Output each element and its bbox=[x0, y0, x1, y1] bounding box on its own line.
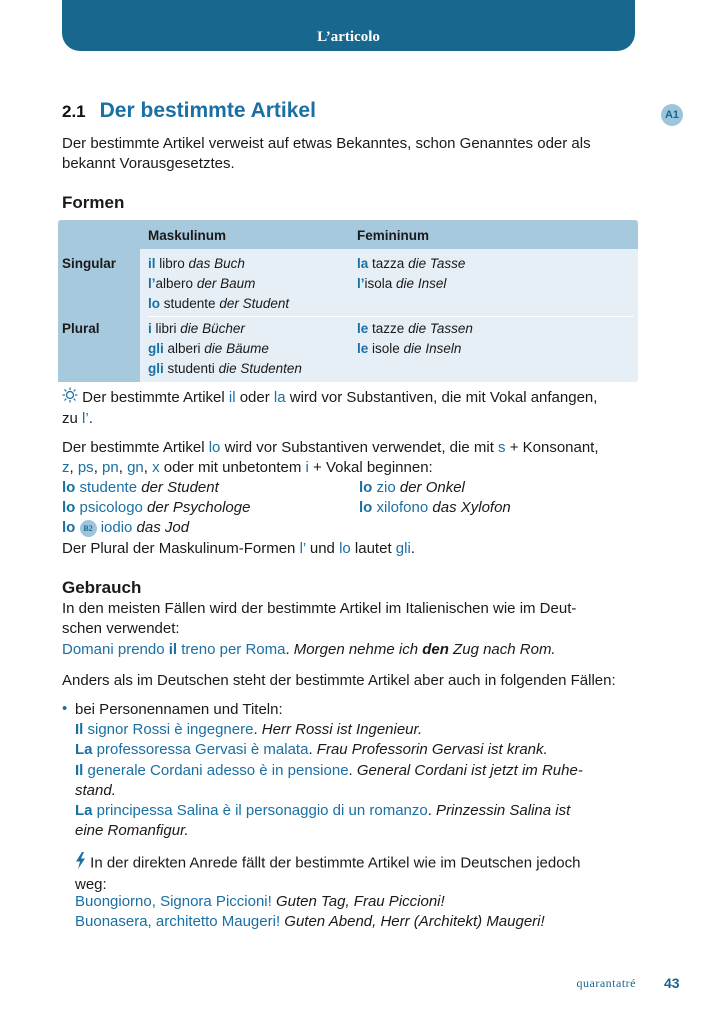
example-row: lo B2 iodio das Jod bbox=[62, 519, 190, 536]
table-cell: lo studente der Student bbox=[148, 296, 290, 311]
table-cell: l’isola die Insel bbox=[357, 276, 447, 291]
table-row-singular: Singular bbox=[62, 256, 117, 271]
table-cell: l’albero der Baum bbox=[148, 276, 256, 291]
example-row: lo studente der Student bbox=[62, 479, 219, 496]
lo-rule-paragraph: Der bestimmte Artikel lo wird vor Substantiven verwendet, die mit s + Konsonant, z, ps, pn, gn, x oder mit unbetontem i + Vokal beginnen: bbox=[62, 439, 599, 476]
table-cell: i libri die Bücher bbox=[148, 321, 245, 336]
section-title: Der bestimmte Artikel bbox=[99, 99, 316, 122]
table-cell: le tazze die Tassen bbox=[357, 321, 473, 336]
article-table bbox=[58, 220, 638, 382]
table-cell: le isole die Inseln bbox=[357, 341, 462, 356]
table-cell: la tazza die Tasse bbox=[357, 256, 466, 271]
tip-paragraph: Der bestimmte Artikel il oder la wird vor Substantiven, die mit Vokal anfangen, zu l’. bbox=[62, 388, 598, 427]
title-example: La principessa Salina è il personaggio di un romanzo. Prinzessin Salina ist bbox=[75, 802, 571, 819]
gebrauch-paragraph: In den meisten Fällen wird der bestimmte Artikel im Italienischen wie im Deut- schen verwendet: bbox=[62, 600, 577, 637]
table-separator bbox=[148, 316, 634, 317]
gebrauch-heading: Gebrauch bbox=[62, 578, 142, 597]
bullet-text: bei Personennamen und Titeln: bbox=[75, 701, 283, 718]
table-cell: il libro das Buch bbox=[148, 256, 245, 271]
table-cell: gli alberi die Bäume bbox=[148, 341, 269, 356]
warning-example: Buongiorno, Signora Piccioni! Guten Tag, Frau Piccioni! bbox=[75, 893, 445, 910]
table-col-masculine: Maskulinum bbox=[148, 228, 227, 243]
anders-paragraph: Anders als im Deutschen steht der bestimmte Artikel aber auch in folgenden Fällen: bbox=[62, 672, 616, 689]
lightbulb-tip-icon bbox=[62, 387, 78, 409]
intro-line: Der bestimmte Artikel verweist auf etwas Bekanntes, schon Genanntes oder als bbox=[62, 135, 591, 152]
level-badge: A1 bbox=[661, 104, 683, 126]
lightning-warning-icon bbox=[75, 852, 86, 875]
warning-paragraph: In der direkten Anrede fällt der bestimmte Artikel wie im Deutschen jedoch weg: bbox=[75, 852, 635, 895]
chapter-header-tab bbox=[62, 0, 635, 51]
title-example-cont: eine Romanfigur. bbox=[75, 822, 189, 839]
intro-line: bekannt Vorausgesetztes. bbox=[62, 155, 235, 172]
table-cell: gli studenti die Studenten bbox=[148, 361, 302, 376]
level-badge-b2: B2 bbox=[80, 520, 97, 537]
table-row-plural: Plural bbox=[62, 321, 100, 336]
table-header-row bbox=[58, 220, 638, 249]
chapter-title: L’articolo bbox=[317, 29, 380, 45]
section-number: 2.1 bbox=[62, 102, 86, 121]
gebrauch-example: Domani prendo il treno per Roma. Morgen nehme ich den Zug nach Rom. bbox=[62, 641, 556, 658]
example-row: lo psicologo der Psychologe bbox=[62, 499, 251, 516]
title-example: La professoressa Gervasi è malata. Frau Professorin Gervasi ist krank. bbox=[75, 741, 548, 758]
page-number-word: quarantatré bbox=[576, 976, 636, 990]
page-number: 43 bbox=[664, 975, 680, 991]
formen-heading: Formen bbox=[62, 193, 125, 212]
section-heading bbox=[62, 99, 316, 123]
intro-paragraph bbox=[62, 134, 637, 174]
bullet-point: • bbox=[62, 700, 68, 717]
title-example: Il signor Rossi è ingegnere. Herr Rossi ist Ingenieur. bbox=[75, 721, 423, 738]
example-row: lo zio der Onkel bbox=[359, 479, 465, 496]
example-row: lo xilofono das Xylofon bbox=[359, 499, 511, 516]
table-col-feminine: Femininum bbox=[357, 228, 430, 243]
warning-example: Buonasera, architetto Maugeri! Guten Abend, Herr (Architekt) Maugeri! bbox=[75, 913, 545, 930]
plural-note: Der Plural der Maskulinum-Formen l’ und lo lautet gli. bbox=[62, 540, 415, 557]
title-example: Il generale Cordani adesso è in pensione. General Cordani ist jetzt im Ruhe- bbox=[75, 762, 583, 779]
title-example-cont: stand. bbox=[75, 782, 116, 799]
